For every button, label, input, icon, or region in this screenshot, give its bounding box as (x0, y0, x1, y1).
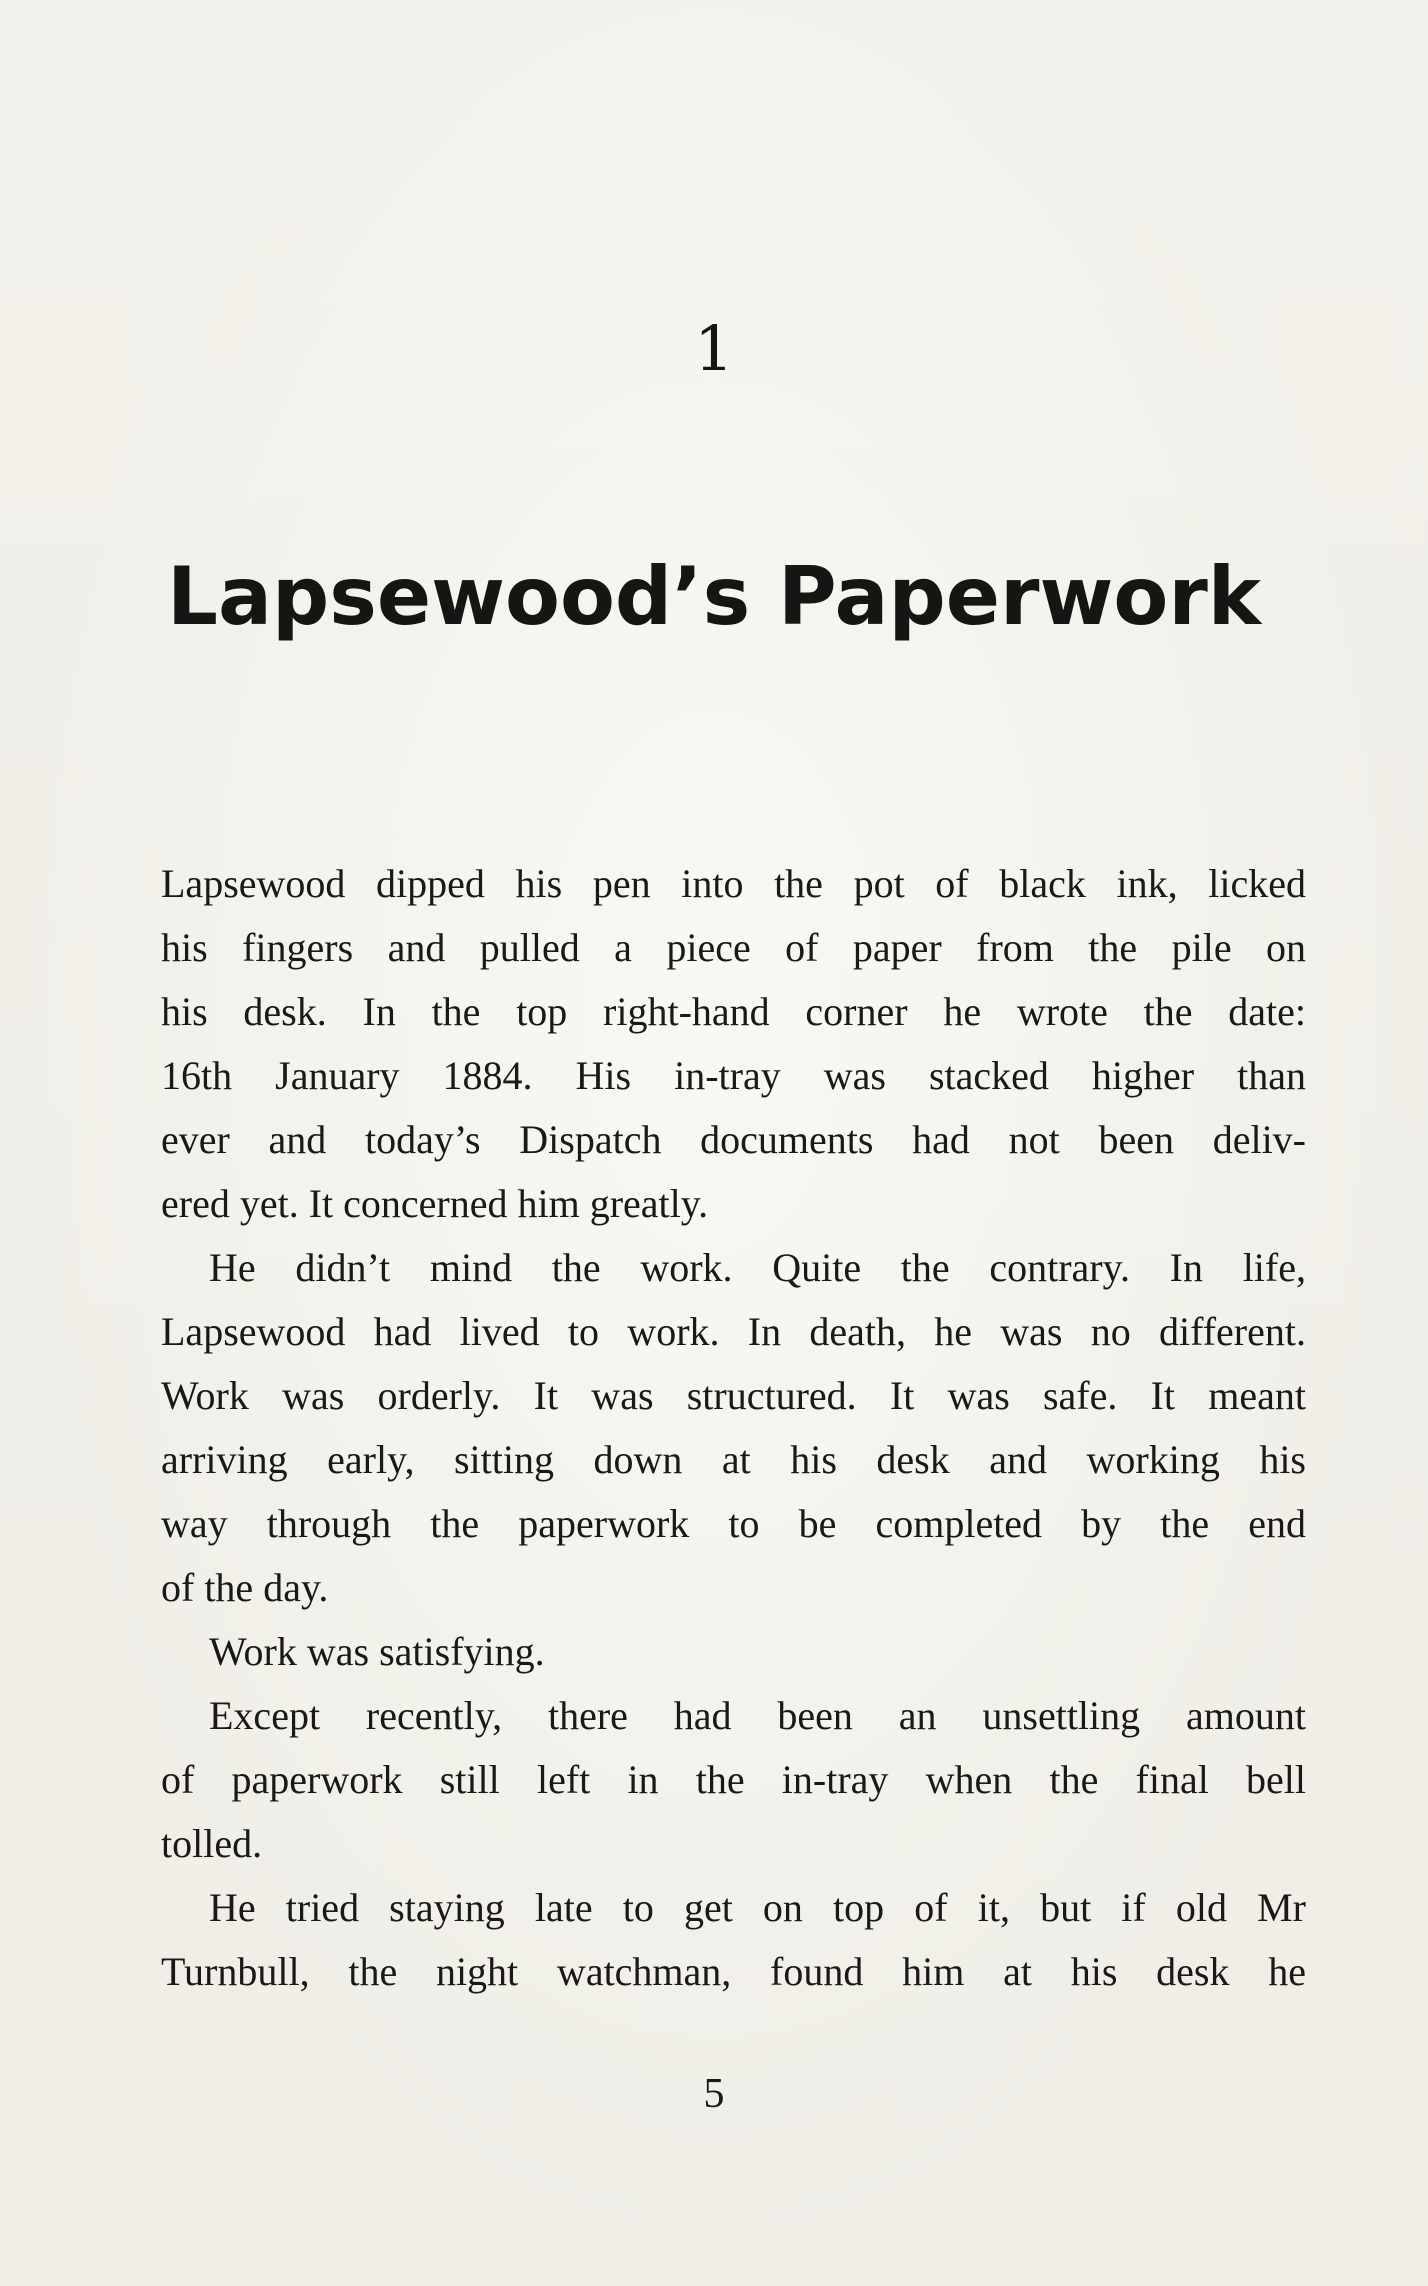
text-line: arriving early, sitting down at his desk and working his (161, 1437, 1306, 1482)
text-line: He didn’t mind the work. Quite the contrary. In life, (209, 1245, 1306, 1290)
text-line: tolled. (161, 1821, 263, 1866)
chapter-number: 1 (694, 312, 734, 385)
text-line: his fingers and pulled a piece of paper from the pile on (161, 925, 1306, 970)
text-line: Lapsewood had lived to work. In death, he was no different. (161, 1309, 1306, 1354)
text-line: way through the paperwork to be completed by the end (161, 1501, 1306, 1546)
body-text (161, 852, 1306, 2004)
text-line: ever and today’s Dispatch documents had not been deliv- (161, 1117, 1306, 1162)
text-line: Lapsewood dipped his pen into the pot of black ink, licked (161, 861, 1306, 906)
text-line: Work was satisfying. (209, 1629, 545, 1674)
page-number: 5 (703, 2071, 725, 2117)
text-line: 16th January 1884. His in-tray was stacked higher than (161, 1053, 1306, 1098)
text-line: Except recently, there had been an unsettling amount (209, 1693, 1306, 1738)
chapter-title: Lapsewood’s Paperwork (166, 550, 1262, 643)
text-line: of paperwork still left in the in-tray when the final bell (161, 1757, 1306, 1802)
text-line: of the day. (161, 1565, 329, 1610)
text-line: Work was orderly. It was structured. It was safe. It meant (161, 1373, 1306, 1418)
text-line: ered yet. It concerned him greatly. (161, 1181, 709, 1226)
text-line: Turnbull, the night watchman, found him at his desk he (161, 1949, 1306, 1994)
text-line: his desk. In the top right-hand corner he wrote the date: (161, 989, 1306, 1034)
text-line: He tried staying late to get on top of it, but if old Mr (209, 1885, 1306, 1930)
